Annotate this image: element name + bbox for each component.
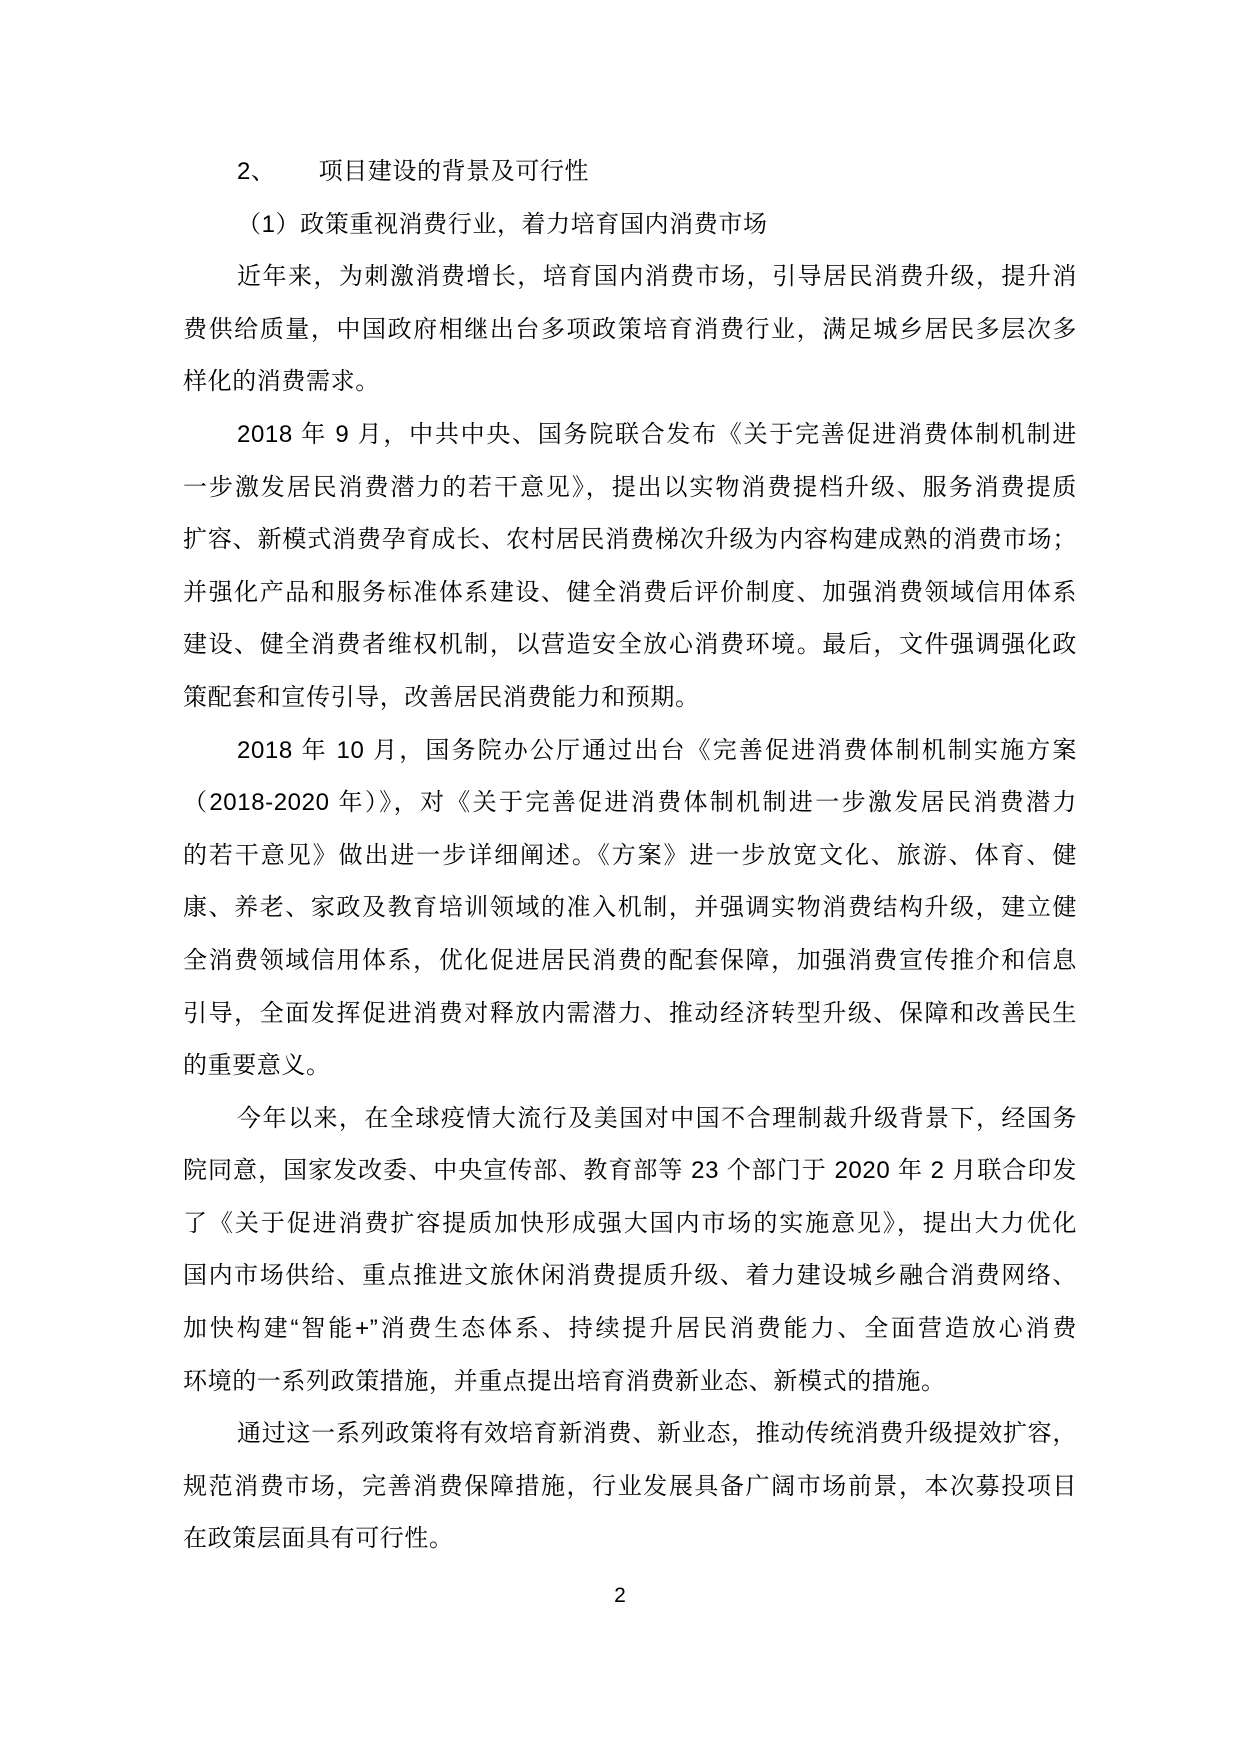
section-number: 2、 (237, 158, 276, 185)
section-title: 项目建设的背景及可行性 (318, 158, 590, 185)
text-line: 今年以来，在全球疫情大流行及美国对中国不合理制裁升级背景下，经国务 (237, 1104, 1077, 1132)
subsection-heading: （1）政策重视消费行业，着力培育国内消费市场 (237, 210, 768, 238)
text-line: 的若干意见》做出进一步详细阐述。《方案》进一步放宽文化、旅游、体育、健 (183, 841, 1077, 869)
text-line: 的重要意义。 (183, 1052, 331, 1080)
text-line: 近年来，为刺激消费增长，培育国内消费市场，引导居民消费升级，提升消 (237, 263, 1077, 291)
text-line: 通过这一系列政策将有效培育新消费、新业态，推动传统消费升级提效扩容， (237, 1420, 1077, 1448)
text-line: 全消费领域信用体系，优化促进居民消费的配套保障，加强消费宣传推介和信息 (183, 946, 1077, 974)
text-line: （2018-2020 年）》，对《关于完善促进消费体制机制进一步激发居民消费潜力 (183, 789, 1077, 817)
text-line: 策配套和宣传引导，改善居民消费能力和预期。 (183, 683, 700, 711)
text-line: 国内市场供给、重点推进文旅休闲消费提质升级、着力建设城乡融合消费网络、 (183, 1262, 1077, 1290)
document-body (183, 146, 1077, 1566)
text-line: 样化的消费需求。 (183, 368, 380, 396)
text-line: 建设、健全消费者维权机制，以营造安全放心消费环境。最后，文件强调强化政 (183, 631, 1077, 659)
text-line: 2018 年 10 月，国务院办公厅通过出台《完善促进消费体制机制实施方案 (237, 736, 1077, 764)
text-line: 了《关于促进消费扩容提质加快形成强大国内市场的实施意见》，提出大力优化 (183, 1209, 1077, 1237)
page-number: 2 (614, 1584, 626, 1607)
section-heading (183, 146, 1077, 199)
text-line: 院同意，国家发改委、中央宣传部、教育部等 23 个部门于 2020 年 2 月联合印发 (183, 1157, 1077, 1185)
text-line: 并强化产品和服务标准体系建设、健全消费后评价制度、加强消费领域信用体系 (183, 578, 1077, 606)
text-line: 规范消费市场，完善消费保障措施，行业发展具备广阔市场前景，本次募投项目 (183, 1472, 1077, 1500)
text-line: 环境的一系列政策措施，并重点提出培育消费新业态、新模式的措施。 (183, 1367, 946, 1395)
text-line: 扩容、新模式消费孕育成长、农村居民消费梯次升级为内容构建成熟的消费市场； (183, 526, 1077, 554)
text-line: 加快构建“智能+”消费生态体系、持续提升居民消费能力、全面营造放心消费 (183, 1315, 1077, 1343)
text-line: 2018 年 9 月，中共中央、国务院联合发布《关于完善促进消费体制机制进 (237, 420, 1077, 448)
text-line: 引导，全面发挥促进消费对释放内需潜力、推动经济转型升级、保障和改善民生 (183, 999, 1077, 1027)
text-line: 一步激发居民消费潜力的若干意见》，提出以实物消费提档升级、服务消费提质 (183, 473, 1077, 501)
text-line: 在政策层面具有可行性。 (183, 1525, 454, 1553)
text-line: 费供给质量，中国政府相继出台多项政策培育消费行业，满足城乡居民多层次多 (183, 315, 1077, 343)
text-line: 康、养老、家政及教育培训领域的准入机制，并强调实物消费结构升级，建立健 (183, 894, 1077, 922)
